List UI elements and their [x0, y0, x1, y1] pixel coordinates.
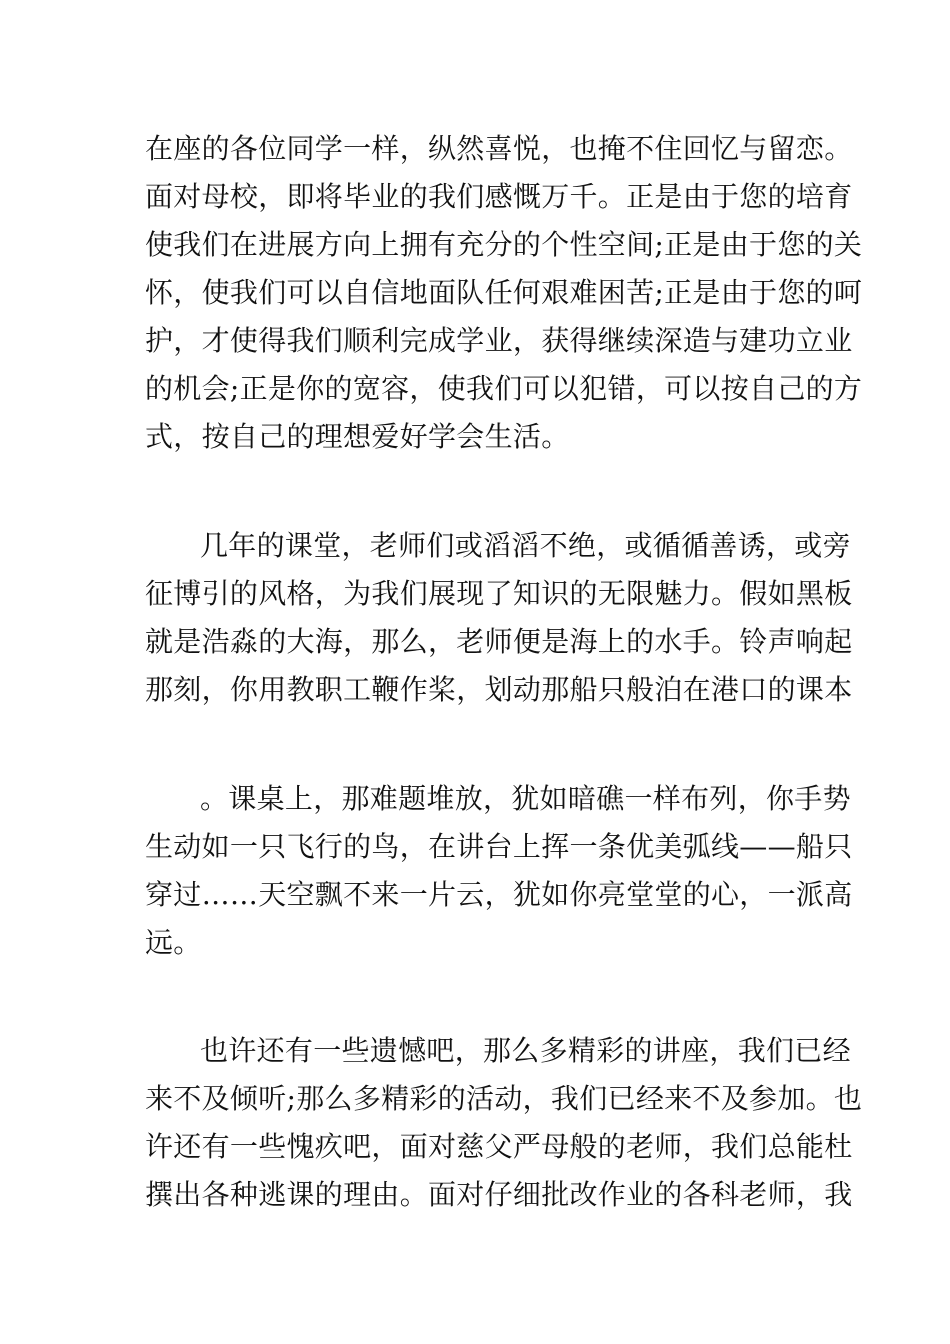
paragraph-1-line-7: 式，按自己的理想爱好学会生活。	[145, 420, 570, 453]
paragraph-1-line-3: 使我们在进展方向上拥有充分的个性空间;正是由于您的关	[145, 228, 863, 261]
paragraph-1-line-4: 怀，使我们可以自信地面队任何艰难困苦;正是由于您的呵	[145, 276, 863, 309]
paragraph-3-line-3: 穿过……天空飘不来一片云，犹如你亮堂堂的心，一派高	[145, 878, 853, 911]
paragraph-2-line-2: 征博引的风格，为我们展现了知识的无限魅力。假如黑板	[145, 577, 853, 610]
paragraph-4-line-2: 来不及倾听;那么多精彩的活动，我们已经来不及参加。也	[145, 1082, 863, 1115]
paragraph-2-line-4: 那刻，你用教职工鞭作桨，划动那船只般泊在港口的课本	[145, 673, 853, 706]
paragraph-2-line-3: 就是浩淼的大海，那么，老师便是海上的水手。铃声响起	[145, 625, 853, 658]
paragraph-3-line-2: 生动如一只飞行的鸟，在讲台上挥一条优美弧线——船只	[145, 830, 853, 863]
paragraph-1-line-2: 面对母校，即将毕业的我们感慨万千。正是由于您的培育	[145, 180, 853, 213]
paragraph-1-line-5: 护，才使得我们顺利完成学业，获得继续深造与建功立业	[145, 324, 853, 357]
paragraph-1-line-1: 在座的各位同学一样，纵然喜悦，也掩不住回忆与留恋。	[145, 132, 853, 165]
paragraph-2-line-1: 几年的课堂，老师们或滔滔不绝，或循循善诱，或旁	[200, 529, 851, 562]
paragraph-4-line-1: 也许还有一些遗憾吧，那么多精彩的讲座，我们已经	[200, 1034, 851, 1067]
paragraph-3-line-4: 远。	[145, 926, 202, 959]
paragraph-4-line-3: 许还有一些愧疚吧，面对慈父严母般的老师，我们总能杜	[145, 1130, 853, 1163]
paragraph-1-line-6: 的机会;正是你的宽容，使我们可以犯错，可以按自己的方	[145, 372, 863, 405]
paragraph-3-line-1: 。课桌上，那难题堆放，犹如暗礁一样布列，你手势	[200, 782, 851, 815]
paragraph-4-line-4: 撰出各种逃课的理由。面对仔细批改作业的各科老师，我	[145, 1178, 853, 1211]
